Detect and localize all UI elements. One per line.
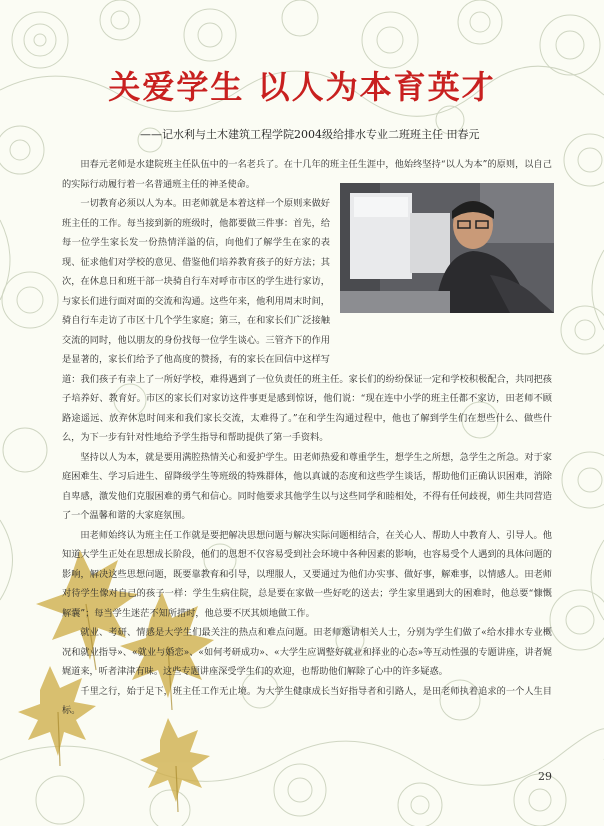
- page-number: 29: [538, 770, 552, 783]
- teacher-portrait-image: [340, 183, 554, 313]
- article-paragraph: 田春元老师是水建院班主任队伍中的一名老兵了。在十几年的班主任生涯中，他始终坚持“以人为本”的原则，以自己的实际行动履行着一名普通班主任的神圣使命。: [62, 159, 552, 190]
- article-subtitle: ——记水利与土木建筑工程学院2004级给排水专业二班班主任 田春元: [140, 128, 480, 141]
- teacher-photo: [340, 183, 554, 313]
- article-paragraph: 就业、考研、情感是大学生们最关注的热点和难点问题。田老师邀请相关人士，分别为学生们做了«给水排水专业概况和就业指导»、«就业与婚恋»、«如何考研成功»、«大学生应调整好就业和择业的心态»等互动性强的专题讲座，讲者娓娓道来，听者津津有味。这些专题讲座深受学生们的欢迎，也帮助他们解除了心中的许多疑惑。: [62, 627, 552, 677]
- article-paragraph: 千里之行，始于足下，班主任工作无止境。为大学生健康成长当好指导者和引路人，是田老师执着追求的一个人生目标。: [62, 685, 552, 716]
- article-paragraph: 坚持以人为本，就是要用满腔热情关心和爱护学生。田老师热爱和尊重学生，想学生之所想，急学生之所急。对于家庭困难生、学习后进生、留降级学生等班级的特殊群体，他以真诚的态度和这些学生谈话，帮助他们正确认识困难，消除自卑感，激发他们克服困难的勇气和信心。同时他要求其他学生以与这些同学和睦相处，不得有任何歧视，师生共同营造了一个温馨和谐的大家庭氛围。: [62, 451, 552, 521]
- article-title: 关爱学生 以人为本育英才: [108, 68, 496, 106]
- article-paragraph: 田老师始终认为班主任工作就是要把解决思想问题与解决实际问题相结合，在关心人、帮助人中教育人、引导人。他知道大学生正处在思想成长阶段，他们的思想不仅容易受到社会环境中各种因素的影响，也容易受个人遇到的具体问题的影响，解决这些思想问题，既要靠教育和引导，以理服人，又要通过为他们办实事、做好事，解难事，以情感人。田老师对待学生像对自己的孩子一样：学生生病住院，总是要在家做一些好吃的送去；学生家里遇到大的困难时，他总要“慷慨解囊”；每当学生迷茫不知所措时，他总要不厌其烦地做工作。: [62, 529, 552, 619]
- article-paragraph: 一切教育必须以人为本。田老师就是本着这样一个原则来做好班主任的工作。每当接到新的班级时，他都要做三件事：首先，给每一位学生家长发一份热情洋溢的信，向他们了解学生在家的表现、征求他们对学校的意见、借鉴他们培养教育孩子的好方法；其次，在休息日和班干部一块骑自行车对呼市市区的学生进行家访，与家长们进行面对面的交流和沟通。这些年来，他利用周末时间，骑自行车走访了市区十几个学生家庭；第三，在和家长们广泛接触交流的同时，他以朋友的身份找每一位学生谈心。三管齐下的作用是显著的，家长们给予了他高度的赞扬，有的家长在回信中这样写道：我们孩子有幸上了一所好学校，难得遇到了一位负责任的班主任。家长们的纷纷保证一定和学校积极配合，共同把孩子培养好、教育好。市区的家长们对家访这件事更是感到惊讶，他们说：“现在连中小学的班主任都不家访，田老师不顾路途遥远、放弃休息时间来和我们家长交流，太难得了。”在和学生沟通过程中，他也了解到学生们在想些什么、做些什么，为下一步有针对性地给予学生指导和帮助提供了第一手资料。: [62, 198, 552, 443]
